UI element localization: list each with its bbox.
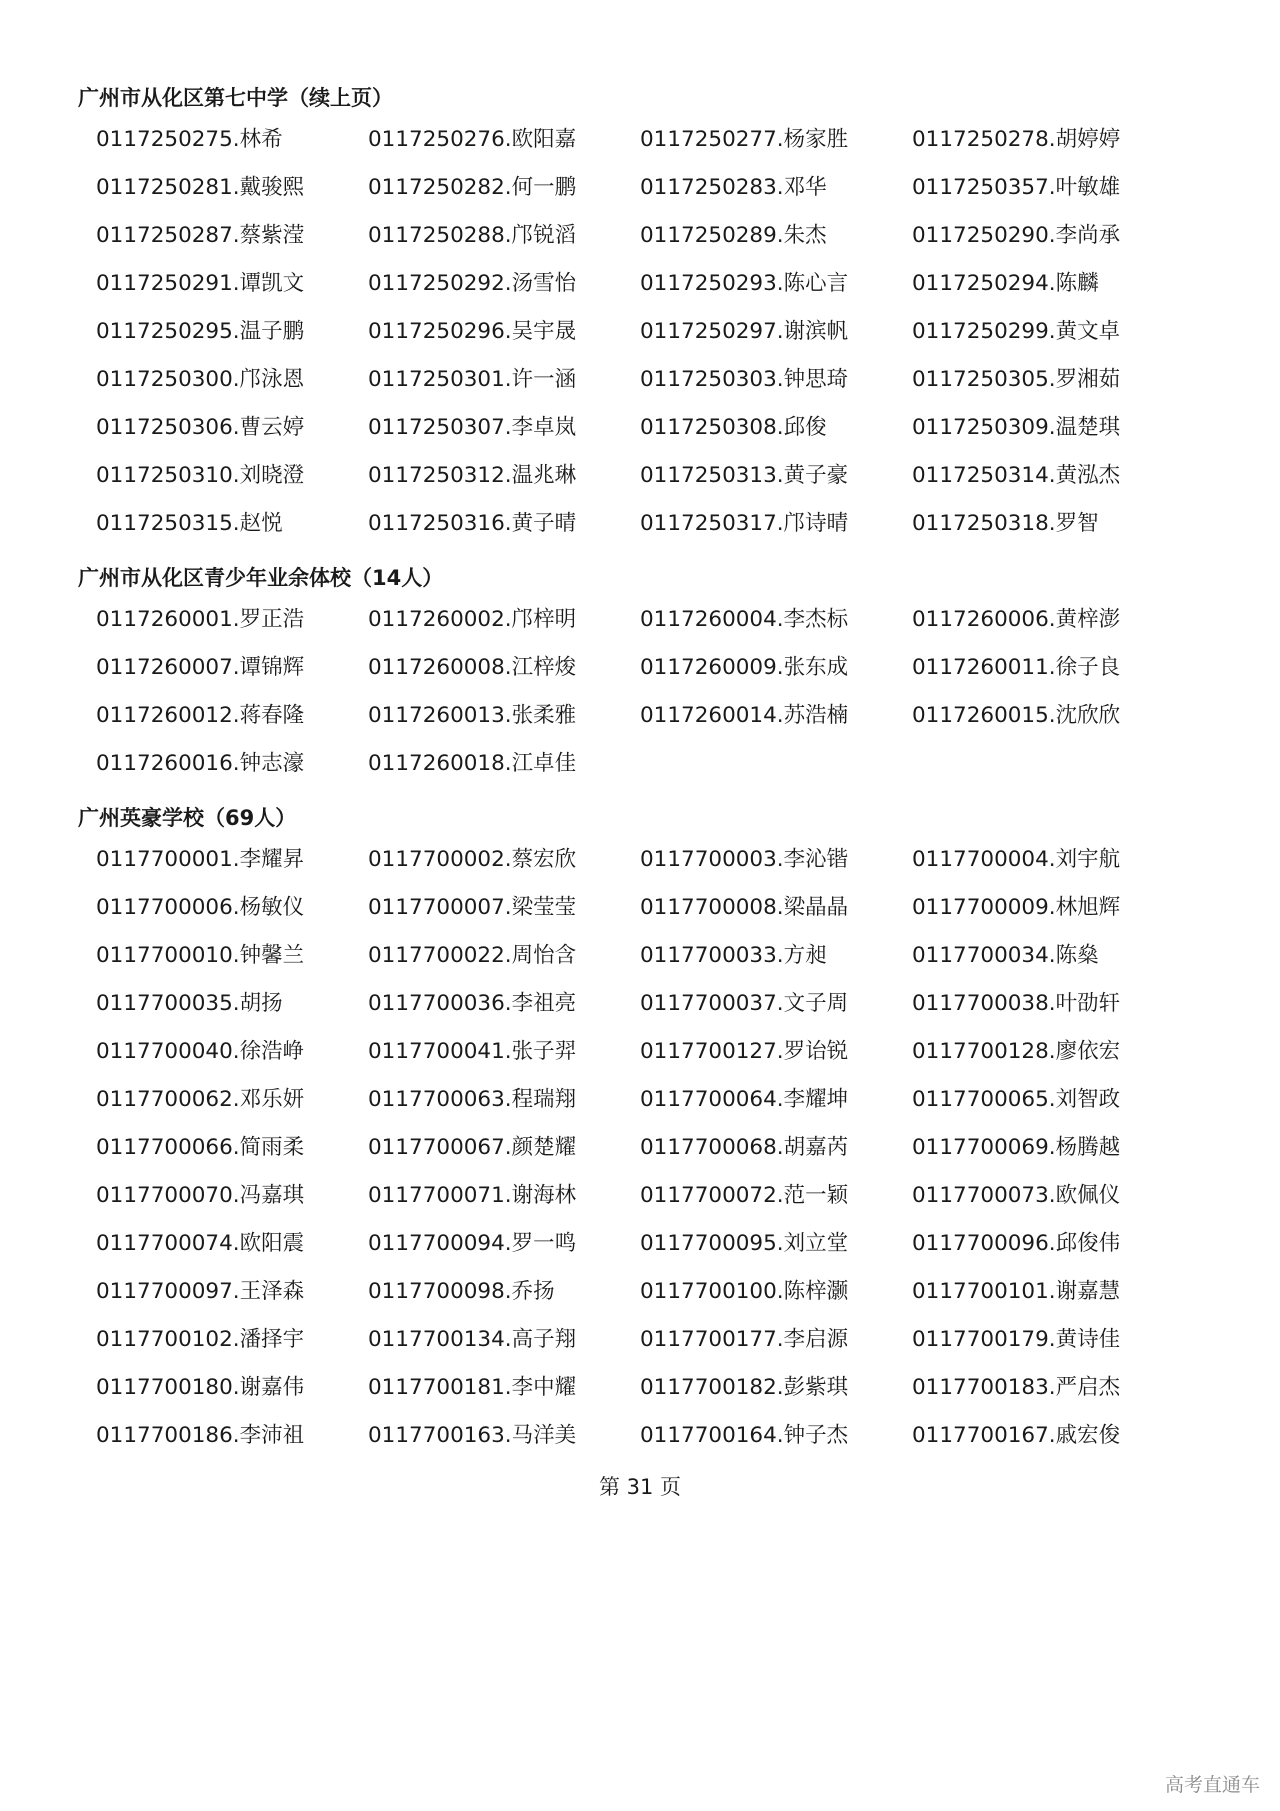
student-entry: 0117250299.黄文卓 bbox=[912, 319, 1121, 344]
student-entry: 0117250317.邝诗晴 bbox=[640, 511, 849, 536]
student-entry: 0117250309.温楚琪 bbox=[912, 415, 1121, 440]
student-entry: 0117700063.程瑞翔 bbox=[368, 1087, 577, 1112]
student-list-tixiao bbox=[78, 596, 1218, 788]
student-entry: 0117250300.邝泳恩 bbox=[96, 367, 305, 392]
student-entry: 0117250276.欧阳嘉 bbox=[368, 127, 577, 152]
student-entry: 0117250315.赵悦 bbox=[96, 511, 283, 536]
student-entry: 0117700163.马洋美 bbox=[368, 1423, 577, 1448]
student-entry: 0117700007.梁莹莹 bbox=[368, 895, 577, 920]
student-entry: 0117250318.罗智 bbox=[912, 511, 1099, 536]
student-entry: 0117250281.戴骏熙 bbox=[96, 175, 305, 200]
student-entry: 0117260002.邝梓明 bbox=[368, 607, 577, 632]
student-entry: 0117700179.黄诗佳 bbox=[912, 1327, 1121, 1352]
student-entry: 0117250297.谢滨帆 bbox=[640, 319, 849, 344]
student-entry: 0117250301.许一涵 bbox=[368, 367, 577, 392]
student-entry: 0117700009.林旭辉 bbox=[912, 895, 1121, 920]
section-title-qizhong: 广州市从化区第七中学（续上页） bbox=[78, 86, 393, 110]
student-entry: 0117700074.欧阳震 bbox=[96, 1231, 305, 1256]
student-entry: 0117700102.潘择宇 bbox=[96, 1327, 305, 1352]
student-entry: 0117700127.罗诒锐 bbox=[640, 1039, 849, 1064]
student-entry: 0117250282.何一鹏 bbox=[368, 175, 577, 200]
student-entry: 0117250290.李尚承 bbox=[912, 223, 1121, 248]
student-entry: 0117700095.刘立堂 bbox=[640, 1231, 849, 1256]
student-entry: 0117250291.谭凯文 bbox=[96, 271, 305, 296]
student-entry: 0117700003.李沁锴 bbox=[640, 847, 849, 872]
student-entry: 0117700128.廖依宏 bbox=[912, 1039, 1121, 1064]
student-entry: 0117250275.林希 bbox=[96, 127, 283, 152]
student-entry: 0117260012.蒋春隆 bbox=[96, 703, 305, 728]
page-number: 第 31 页 bbox=[598, 1475, 682, 1499]
student-entry: 0117250288.邝锐滔 bbox=[368, 223, 577, 248]
student-entry: 0117260018.江卓佳 bbox=[368, 751, 577, 776]
student-entry: 0117250295.温子鹏 bbox=[96, 319, 305, 344]
section-title-tixiao: 广州市从化区青少年业余体校（14人） bbox=[78, 566, 444, 590]
student-entry: 0117250308.邱俊 bbox=[640, 415, 827, 440]
student-entry: 0117700010.钟馨兰 bbox=[96, 943, 305, 968]
student-entry: 0117700037.文子周 bbox=[640, 991, 849, 1016]
student-entry: 0117250277.杨家胜 bbox=[640, 127, 849, 152]
student-entry: 0117700183.严启杰 bbox=[912, 1375, 1121, 1400]
student-entry: 0117700098.乔扬 bbox=[368, 1279, 555, 1304]
student-entry: 0117700177.李启源 bbox=[640, 1327, 849, 1352]
student-entry: 0117250289.朱杰 bbox=[640, 223, 827, 248]
student-entry: 0117700067.颜楚耀 bbox=[368, 1135, 577, 1160]
student-entry: 0117700066.简雨柔 bbox=[96, 1135, 305, 1160]
student-entry: 0117700186.李沛祖 bbox=[96, 1423, 305, 1448]
student-entry: 0117250296.吴宇晟 bbox=[368, 319, 577, 344]
student-entry: 0117700096.邱俊伟 bbox=[912, 1231, 1121, 1256]
student-entry: 0117250312.温兆琳 bbox=[368, 463, 577, 488]
student-entry: 0117260009.张东成 bbox=[640, 655, 849, 680]
document-page bbox=[78, 80, 1218, 1460]
student-entry: 0117700041.张子羿 bbox=[368, 1039, 577, 1064]
student-entry: 0117700070.冯嘉琪 bbox=[96, 1183, 305, 1208]
student-entry: 0117700181.李中耀 bbox=[368, 1375, 577, 1400]
student-entry: 0117700035.胡扬 bbox=[96, 991, 283, 1016]
student-entry: 0117250310.刘晓澄 bbox=[96, 463, 305, 488]
student-entry: 0117700002.蔡宏欣 bbox=[368, 847, 577, 872]
student-entry: 0117250303.钟思琦 bbox=[640, 367, 849, 392]
student-entry: 0117250313.黄子豪 bbox=[640, 463, 849, 488]
student-entry: 0117250294.陈麟 bbox=[912, 271, 1099, 296]
student-entry: 0117700164.钟子杰 bbox=[640, 1423, 849, 1448]
student-entry: 0117260014.苏浩楠 bbox=[640, 703, 849, 728]
student-list-yinghao bbox=[78, 836, 1218, 1460]
student-entry: 0117700071.谢海林 bbox=[368, 1183, 577, 1208]
student-entry: 0117700004.刘宇航 bbox=[912, 847, 1121, 872]
student-entry: 0117700034.陈燊 bbox=[912, 943, 1099, 968]
student-entry: 0117700022.周怡含 bbox=[368, 943, 577, 968]
student-entry: 0117700040.徐浩峥 bbox=[96, 1039, 305, 1064]
student-entry: 0117700008.梁晶晶 bbox=[640, 895, 849, 920]
student-entry: 0117700068.胡嘉芮 bbox=[640, 1135, 849, 1160]
student-entry: 0117250287.蔡紫滢 bbox=[96, 223, 305, 248]
student-entry: 0117260008.江梓焌 bbox=[368, 655, 577, 680]
student-entry: 0117260015.沈欣欣 bbox=[912, 703, 1121, 728]
student-entry: 0117250278.胡婷婷 bbox=[912, 127, 1121, 152]
watermark: 高考直通车 bbox=[1164, 1774, 1260, 1796]
student-entry: 0117700006.杨敏仪 bbox=[96, 895, 305, 920]
student-entry: 0117250292.汤雪怡 bbox=[368, 271, 577, 296]
student-entry: 0117700101.谢嘉慧 bbox=[912, 1279, 1121, 1304]
student-entry: 0117250316.黄子晴 bbox=[368, 511, 577, 536]
student-entry: 0117250307.李卓岚 bbox=[368, 415, 577, 440]
student-entry: 0117700073.欧佩仪 bbox=[912, 1183, 1121, 1208]
student-entry: 0117260016.钟志濠 bbox=[96, 751, 305, 776]
student-entry: 0117700134.高子翔 bbox=[368, 1327, 577, 1352]
student-entry: 0117700036.李祖亮 bbox=[368, 991, 577, 1016]
student-entry: 0117260004.李杰标 bbox=[640, 607, 849, 632]
student-entry: 0117260007.谭锦辉 bbox=[96, 655, 305, 680]
student-entry: 0117250305.罗湘茹 bbox=[912, 367, 1121, 392]
student-entry: 0117250314.黄泓杰 bbox=[912, 463, 1121, 488]
student-entry: 0117700064.李耀坤 bbox=[640, 1087, 849, 1112]
student-list-qizhong bbox=[78, 116, 1218, 548]
student-entry: 0117700065.刘智政 bbox=[912, 1087, 1121, 1112]
student-entry: 0117700097.王泽森 bbox=[96, 1279, 305, 1304]
student-entry: 0117250293.陈心言 bbox=[640, 271, 849, 296]
student-entry: 0117700094.罗一鸣 bbox=[368, 1231, 577, 1256]
student-entry: 0117700182.彭紫琪 bbox=[640, 1375, 849, 1400]
student-entry: 0117250283.邓华 bbox=[640, 175, 827, 200]
student-entry: 0117700072.范一颖 bbox=[640, 1183, 849, 1208]
student-entry: 0117700038.叶劭轩 bbox=[912, 991, 1121, 1016]
student-entry: 0117700001.李耀昇 bbox=[96, 847, 305, 872]
student-entry: 0117700062.邓乐妍 bbox=[96, 1087, 305, 1112]
student-entry: 0117260011.徐子良 bbox=[912, 655, 1121, 680]
student-entry: 0117260013.张柔雅 bbox=[368, 703, 577, 728]
section-title-yinghao: 广州英豪学校（69人） bbox=[78, 806, 297, 830]
student-entry: 0117700069.杨腾越 bbox=[912, 1135, 1121, 1160]
student-entry: 0117260001.罗正浩 bbox=[96, 607, 305, 632]
student-entry: 0117700100.陈梓灏 bbox=[640, 1279, 849, 1304]
student-entry: 0117700167.戚宏俊 bbox=[912, 1423, 1121, 1448]
student-entry: 0117250357.叶敏雄 bbox=[912, 175, 1121, 200]
student-entry: 0117250306.曹云婷 bbox=[96, 415, 305, 440]
student-entry: 0117700180.谢嘉伟 bbox=[96, 1375, 305, 1400]
student-entry: 0117700033.方昶 bbox=[640, 943, 827, 968]
student-entry: 0117260006.黄梓澎 bbox=[912, 607, 1121, 632]
